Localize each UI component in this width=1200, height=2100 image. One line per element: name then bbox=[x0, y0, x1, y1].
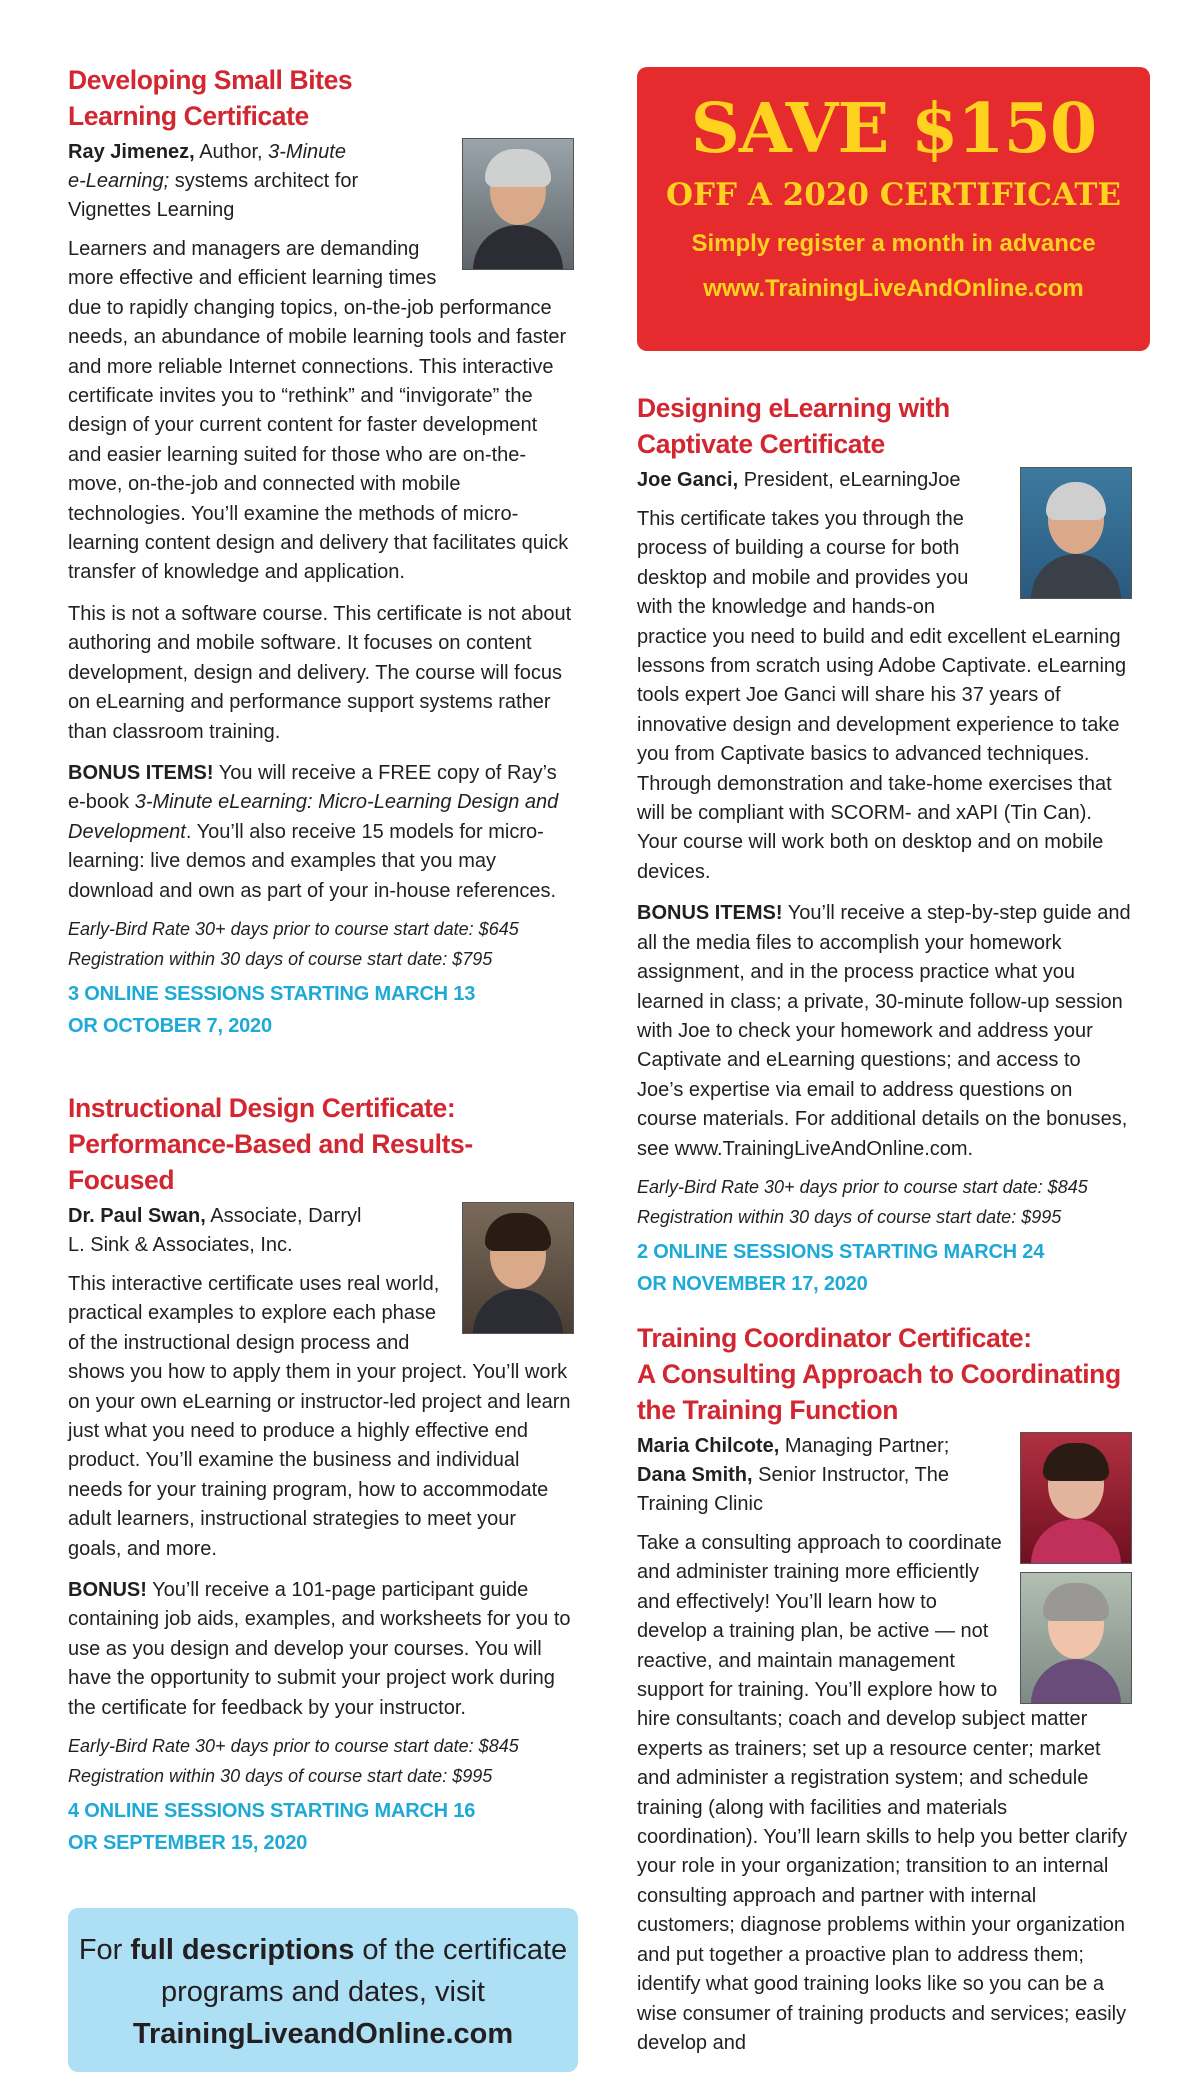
title-line: Captivate Certificate bbox=[637, 429, 885, 459]
course-captivate bbox=[637, 390, 1132, 1300]
course-title bbox=[637, 1320, 1132, 1428]
regular-rate: Registration within 30 days of course start date: $995 bbox=[637, 1206, 1062, 1227]
instructor-name: Dana Smith, bbox=[637, 1464, 753, 1486]
title-line: Learning Certificate bbox=[68, 101, 309, 131]
session-line: 4 ONLINE SESSIONS STARTING MARCH 16 bbox=[68, 1800, 476, 1823]
bonus-book: 3-Minute eLearning: Micro-Learning Design and Development bbox=[68, 791, 559, 843]
instructor-role: Associate, Darryl L. Sink & Associates, Inc. bbox=[68, 1205, 362, 1256]
callout-line bbox=[68, 1929, 578, 1971]
course-training-coordinator bbox=[637, 1320, 1132, 2058]
session-line: 2 ONLINE SESSIONS STARTING MARCH 24 bbox=[637, 1240, 1045, 1263]
title-line: Designing eLearning with bbox=[637, 393, 950, 423]
bonus-text: You’ll receive a step-by-step guide and all the media files to accomplish your homework assignment, and in the process practice what you learned in class; a private, 30-minute follow-up session with Joe to check your homework and address your Captivate and eLearning questions; and access to Joe’s expertise via email to address questions on course materials. For additional details on the bonuses, see www.TrainingLiveAndOnline.com. bbox=[637, 902, 1131, 1160]
bonus-label: BONUS! bbox=[68, 1579, 147, 1602]
promo-headline: SAVE $150 bbox=[690, 89, 1097, 169]
instructor-role: Managing Partner; bbox=[779, 1435, 950, 1457]
regular-rate: Registration within 30 days of course start date: $795 bbox=[68, 948, 493, 969]
instructor-photo-ray-jimenez bbox=[462, 138, 574, 270]
instructor-role: systems architect for Vignettes Learning bbox=[68, 170, 359, 221]
title-line: Training Coordinator Certificate: bbox=[637, 1323, 1032, 1353]
bonus-text: . You’ll also receive 15 models for micro-learning: live demos and examples that you may download and own as part of your in-house references. bbox=[68, 820, 557, 902]
course-description: This interactive certificate uses real world, practical examples to explore each phase of the instructional design process and shows you how to apply them in your project. You’ll work on your own eLearning or instructor-led project and learn just what you need to produce a highly effective end product. You’ll examine the business and individual needs for your training program, how to accommodate adult learners, instructional strategies to meet your goals, and more. bbox=[68, 1273, 571, 1560]
full-descriptions-callout bbox=[68, 1908, 578, 2072]
session-dates bbox=[68, 978, 574, 1042]
session-line: OR OCTOBER 7, 2020 bbox=[68, 1014, 272, 1037]
course-small-bites bbox=[68, 62, 574, 1042]
title-line: the Training Function bbox=[637, 1395, 898, 1425]
instructor-role: Author, bbox=[194, 141, 269, 163]
pricing bbox=[637, 1172, 1132, 1232]
bonus-text: You will receive a FREE copy of Ray’s e-book bbox=[68, 761, 557, 814]
session-line: OR SEPTEMBER 15, 2020 bbox=[68, 1832, 308, 1855]
instructor-photos bbox=[1020, 1432, 1132, 1704]
instructor-role: President, eLearningJoe bbox=[738, 469, 961, 491]
callout-emphasis: full descriptions bbox=[130, 1934, 355, 1966]
session-dates bbox=[637, 1236, 1132, 1300]
session-line: OR NOVEMBER 17, 2020 bbox=[637, 1272, 868, 1295]
callout-text: of the certificate bbox=[354, 1934, 568, 1966]
course-description: Take a consulting approach to coordinate and administer training more efficiently and effectively! You’ll learn how to develop a training plan, be active — not reactive, and maintain management support for training. You’ll explore how to hire consultants; coach and develop subject matter experts as trainers; set up a resource center; market and administer a registration system; and schedule training (along with facilities and materials coordination). You’ll learn skills to help you better clarify your role in your organization; transition to an internal consulting approach and partner with internal customers; diagnose problems within your organization and put together a proactive plan to address them; identify what good training looks like so you can be a wise consumer of training products and services; easily develop and bbox=[637, 1532, 1128, 2054]
promo-url[interactable]: www.TrainingLiveAndOnline.com bbox=[703, 275, 1084, 302]
instructor-role: Senior Instructor, The Training Clinic bbox=[637, 1464, 949, 1515]
course-title bbox=[68, 62, 574, 134]
course-description: This certificate takes you through the process of building a course for both desktop and mobile and provides you with the knowledge and hands-on practice you need to build and edit excellent eLearning lessons from scratch using Adobe Captivate. eLearning tools expert Joe Ganci will share his 37 years of innovative design and development experience to take you from Captivate basics to advanced techniques. Through demonstration and take-home exercises that will be compliant with SCORM- and xAPI (Tin Can). Your course will work both on desktop and on mobile devices. bbox=[637, 508, 1127, 883]
regular-rate: Registration within 30 days of course start date: $995 bbox=[68, 1766, 493, 1787]
bonus-paragraph bbox=[637, 899, 1132, 1164]
title-line: Instructional Design Certificate: bbox=[68, 1093, 456, 1123]
pricing bbox=[68, 914, 574, 974]
bonus-text: You’ll receive a 101-page participant guide containing job aids, examples, and worksheets for you to use as you design and develop your courses. You will have the opportunity to submit your project work during the certificate for feedback by your instructor. bbox=[68, 1579, 571, 1719]
callout-line: programs and dates, visit bbox=[161, 1976, 485, 2008]
save-promo-banner bbox=[637, 67, 1150, 351]
instructor-byline bbox=[68, 138, 368, 225]
instructor-book: 3-Minute e-Learning; bbox=[68, 141, 346, 192]
course-title bbox=[68, 1090, 574, 1198]
title-line: A Consulting Approach to Coordinating bbox=[637, 1359, 1121, 1389]
bonus-paragraph bbox=[68, 1576, 574, 1723]
instructor-name: Joe Ganci, bbox=[637, 469, 739, 491]
early-bird-rate: Early-Bird Rate 30+ days prior to course start date: $845 bbox=[637, 1176, 1088, 1197]
instructor-photo-maria-chilcote bbox=[1020, 1432, 1132, 1564]
instructor-name: Maria Chilcote, bbox=[637, 1435, 780, 1457]
course-instructional-design bbox=[68, 1090, 574, 1859]
session-dates bbox=[68, 1795, 574, 1859]
promo-line: Simply register a month in advance bbox=[691, 230, 1096, 257]
instructor-photo-dana-smith bbox=[1020, 1572, 1132, 1704]
instructor-name: Ray Jimenez, bbox=[68, 141, 195, 163]
instructor-photo-joe-ganci bbox=[1020, 467, 1132, 599]
course-title bbox=[637, 390, 1132, 462]
callout-text: For bbox=[78, 1934, 131, 1966]
instructor-name: Dr. Paul Swan, bbox=[68, 1205, 206, 1227]
course-description: This is not a software course. This certificate is not about authoring and mobile software. It focuses on content development, design and delivery. The course will focus on eLearning and performance support systems rather than classroom training. bbox=[68, 602, 572, 743]
title-line: Performance-Based and Results-Focused bbox=[68, 1129, 473, 1195]
instructor-photo-paul-swan bbox=[462, 1202, 574, 1334]
session-line: 3 ONLINE SESSIONS STARTING MARCH 13 bbox=[68, 982, 476, 1005]
early-bird-rate: Early-Bird Rate 30+ days prior to course start date: $645 bbox=[68, 918, 519, 939]
website-link[interactable]: TrainingLiveandOnline.com bbox=[132, 2018, 514, 2050]
bonus-label: BONUS ITEMS! bbox=[637, 902, 783, 925]
pricing bbox=[68, 1731, 574, 1791]
instructor-byline bbox=[68, 1202, 368, 1260]
course-description: Learners and managers are demanding more effective and efficient learning times due to rapidly changing topics, on-the-job performance needs, an abundance of mobile learning tools and faster and more reliable Internet connections. This interactive certificate invites you to “rethink” and “invigorate” the design of your current content for faster development and easier learning suited for those who are on-the-move, on-the-job and connected with mobile technologies. You’ll examine the methods of micro-learning content design and delivery that facilitates quick transfer of knowledge and application. bbox=[68, 238, 569, 584]
promo-subhead: OFF A 2020 CERTIFICATE bbox=[665, 177, 1122, 213]
early-bird-rate: Early-Bird Rate 30+ days prior to course start date: $845 bbox=[68, 1736, 519, 1757]
bonus-paragraph bbox=[68, 759, 574, 906]
bonus-label: BONUS ITEMS! bbox=[68, 761, 214, 784]
title-line: Developing Small Bites bbox=[68, 65, 353, 95]
